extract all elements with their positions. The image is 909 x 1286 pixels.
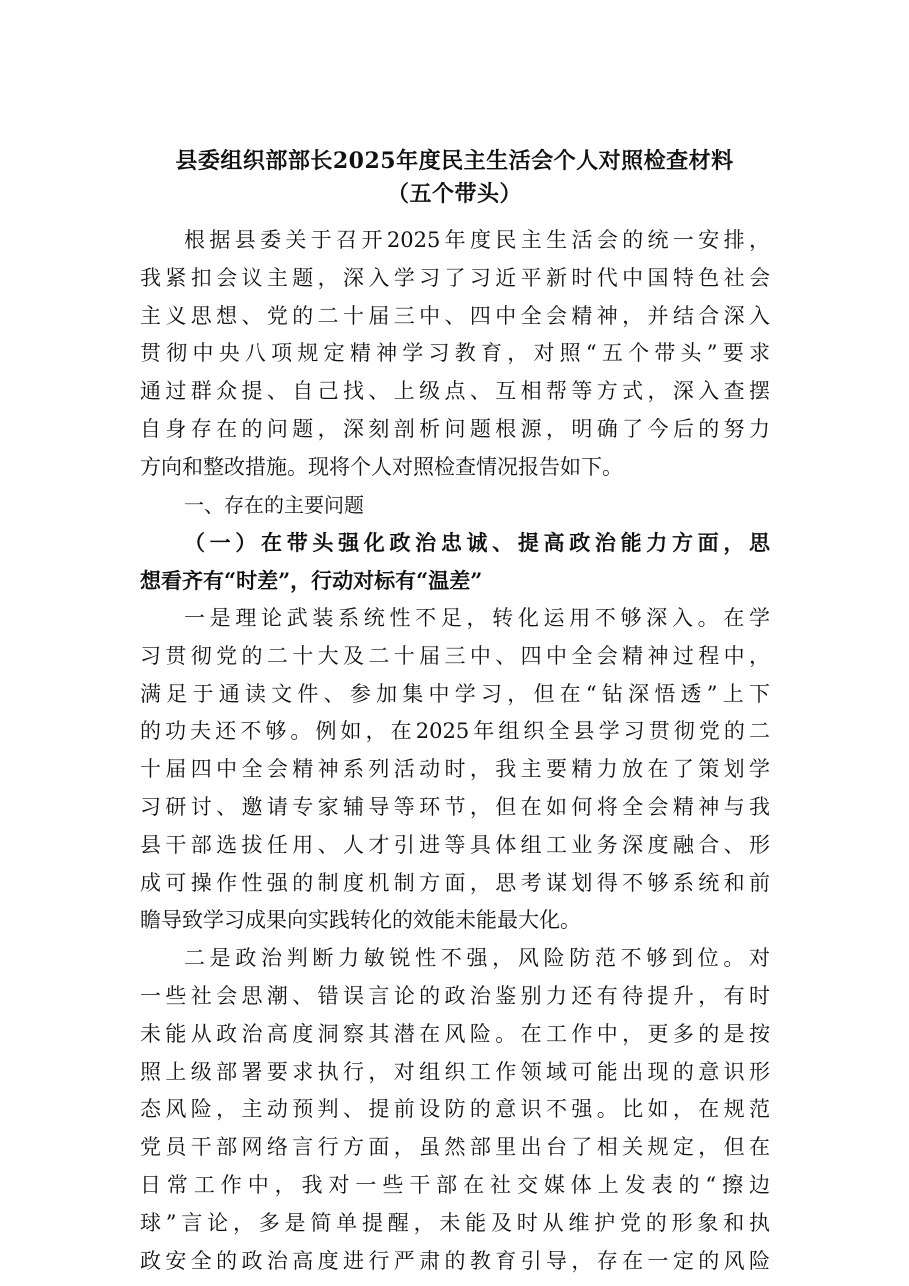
text-line: 习研讨、邀请专家辅导等环节，但在如何将全会精神与我: [140, 794, 770, 819]
text-line: 满足于通读文件、参加集中学习，但在“钻深悟透”上下: [140, 681, 770, 706]
text-line: 一是理论武装系统性不足，转化运用不够深入。在学: [184, 605, 770, 630]
document-body: [140, 222, 770, 1280]
paragraph-two: [140, 940, 770, 1280]
text-line: 党员干部网络言行方面，虽然部里出台了相关规定，但在: [140, 1135, 770, 1160]
text-line: 十届四中全会精神系列活动时，我主要精力放在了策划学: [140, 757, 770, 782]
text-line: 未能从政治高度洞察其潜在风险。在工作中，更多的是按: [140, 1021, 770, 1046]
title-line-1: 县委组织部部长2025年度民主生活会个人对照检查材料: [175, 148, 734, 174]
subsection-heading: [140, 524, 770, 600]
text-line: 主义思想、党的二十届三中、四中全会精神，并结合深入: [140, 303, 770, 328]
text-line: （一）在带头强化政治忠诚、提高政治能力方面，思: [184, 530, 770, 556]
paragraph-one: [140, 600, 770, 940]
text-line: 球”言论，多是简单提醒，未能及时从维护党的形象和执: [140, 1210, 770, 1235]
text-line: 二是政治判断力敏锐性不强，风险防范不够到位。对: [184, 946, 770, 971]
section-heading: 一、存在的主要问题: [184, 492, 364, 517]
text-line: 我紧扣会议主题，深入学习了习近平新时代中国特色社会: [140, 265, 770, 290]
document-title: [100, 145, 809, 211]
text-line: 县干部选拔任用、人才引进等具体组工业务深度融合、形: [140, 832, 770, 857]
text-line: 习贯彻党的二十大及二十届三中、四中全会精神过程中，: [140, 643, 770, 668]
text-line: 日常工作中，我对一些干部在社交媒体上发表的“擦边: [140, 1172, 770, 1197]
text-line: 政安全的政治高度进行严肃的教育引导，存在一定的风险: [140, 1248, 770, 1273]
text-line: 一些社会思潮、错误言论的政治鉴别力还有待提升，有时: [140, 983, 770, 1008]
text-line: 通过群众提、自己找、上级点、互相帮等方式，深入查摆: [140, 379, 770, 404]
intro-paragraph: [140, 222, 770, 487]
text-line: 贯彻中央八项规定精神学习教育，对照“五个带头”要求: [140, 341, 770, 366]
text-line: 成可操作性强的制度机制方面，思考谋划得不够系统和前: [140, 870, 770, 895]
text-line: 自身存在的问题，深刻剖析问题根源，明确了今后的努力: [140, 416, 770, 441]
text-line: 方向和整改措施。现将个人对照检查情况报告如下。: [140, 454, 623, 479]
text-line: 照上级部署要求执行，对组织工作领域可能出现的意识形: [140, 1059, 770, 1084]
text-line: 根据县委关于召开2025年度民主生活会的统一安排，: [184, 228, 770, 252]
text-line: 的功夫还不够。例如，在2025年组织全县学习贯彻党的二: [140, 719, 770, 744]
text-line: 态风险，主动预判、提前设防的意识不强。比如，在规范: [140, 1097, 770, 1122]
text-line: 瞻导致学习成果向实践转化的效能未能最大化。: [140, 908, 581, 933]
text-line: 想看齐有“时差”，行动对标有“温差”: [140, 568, 483, 594]
title-line-2: （五个带头）: [386, 181, 522, 207]
